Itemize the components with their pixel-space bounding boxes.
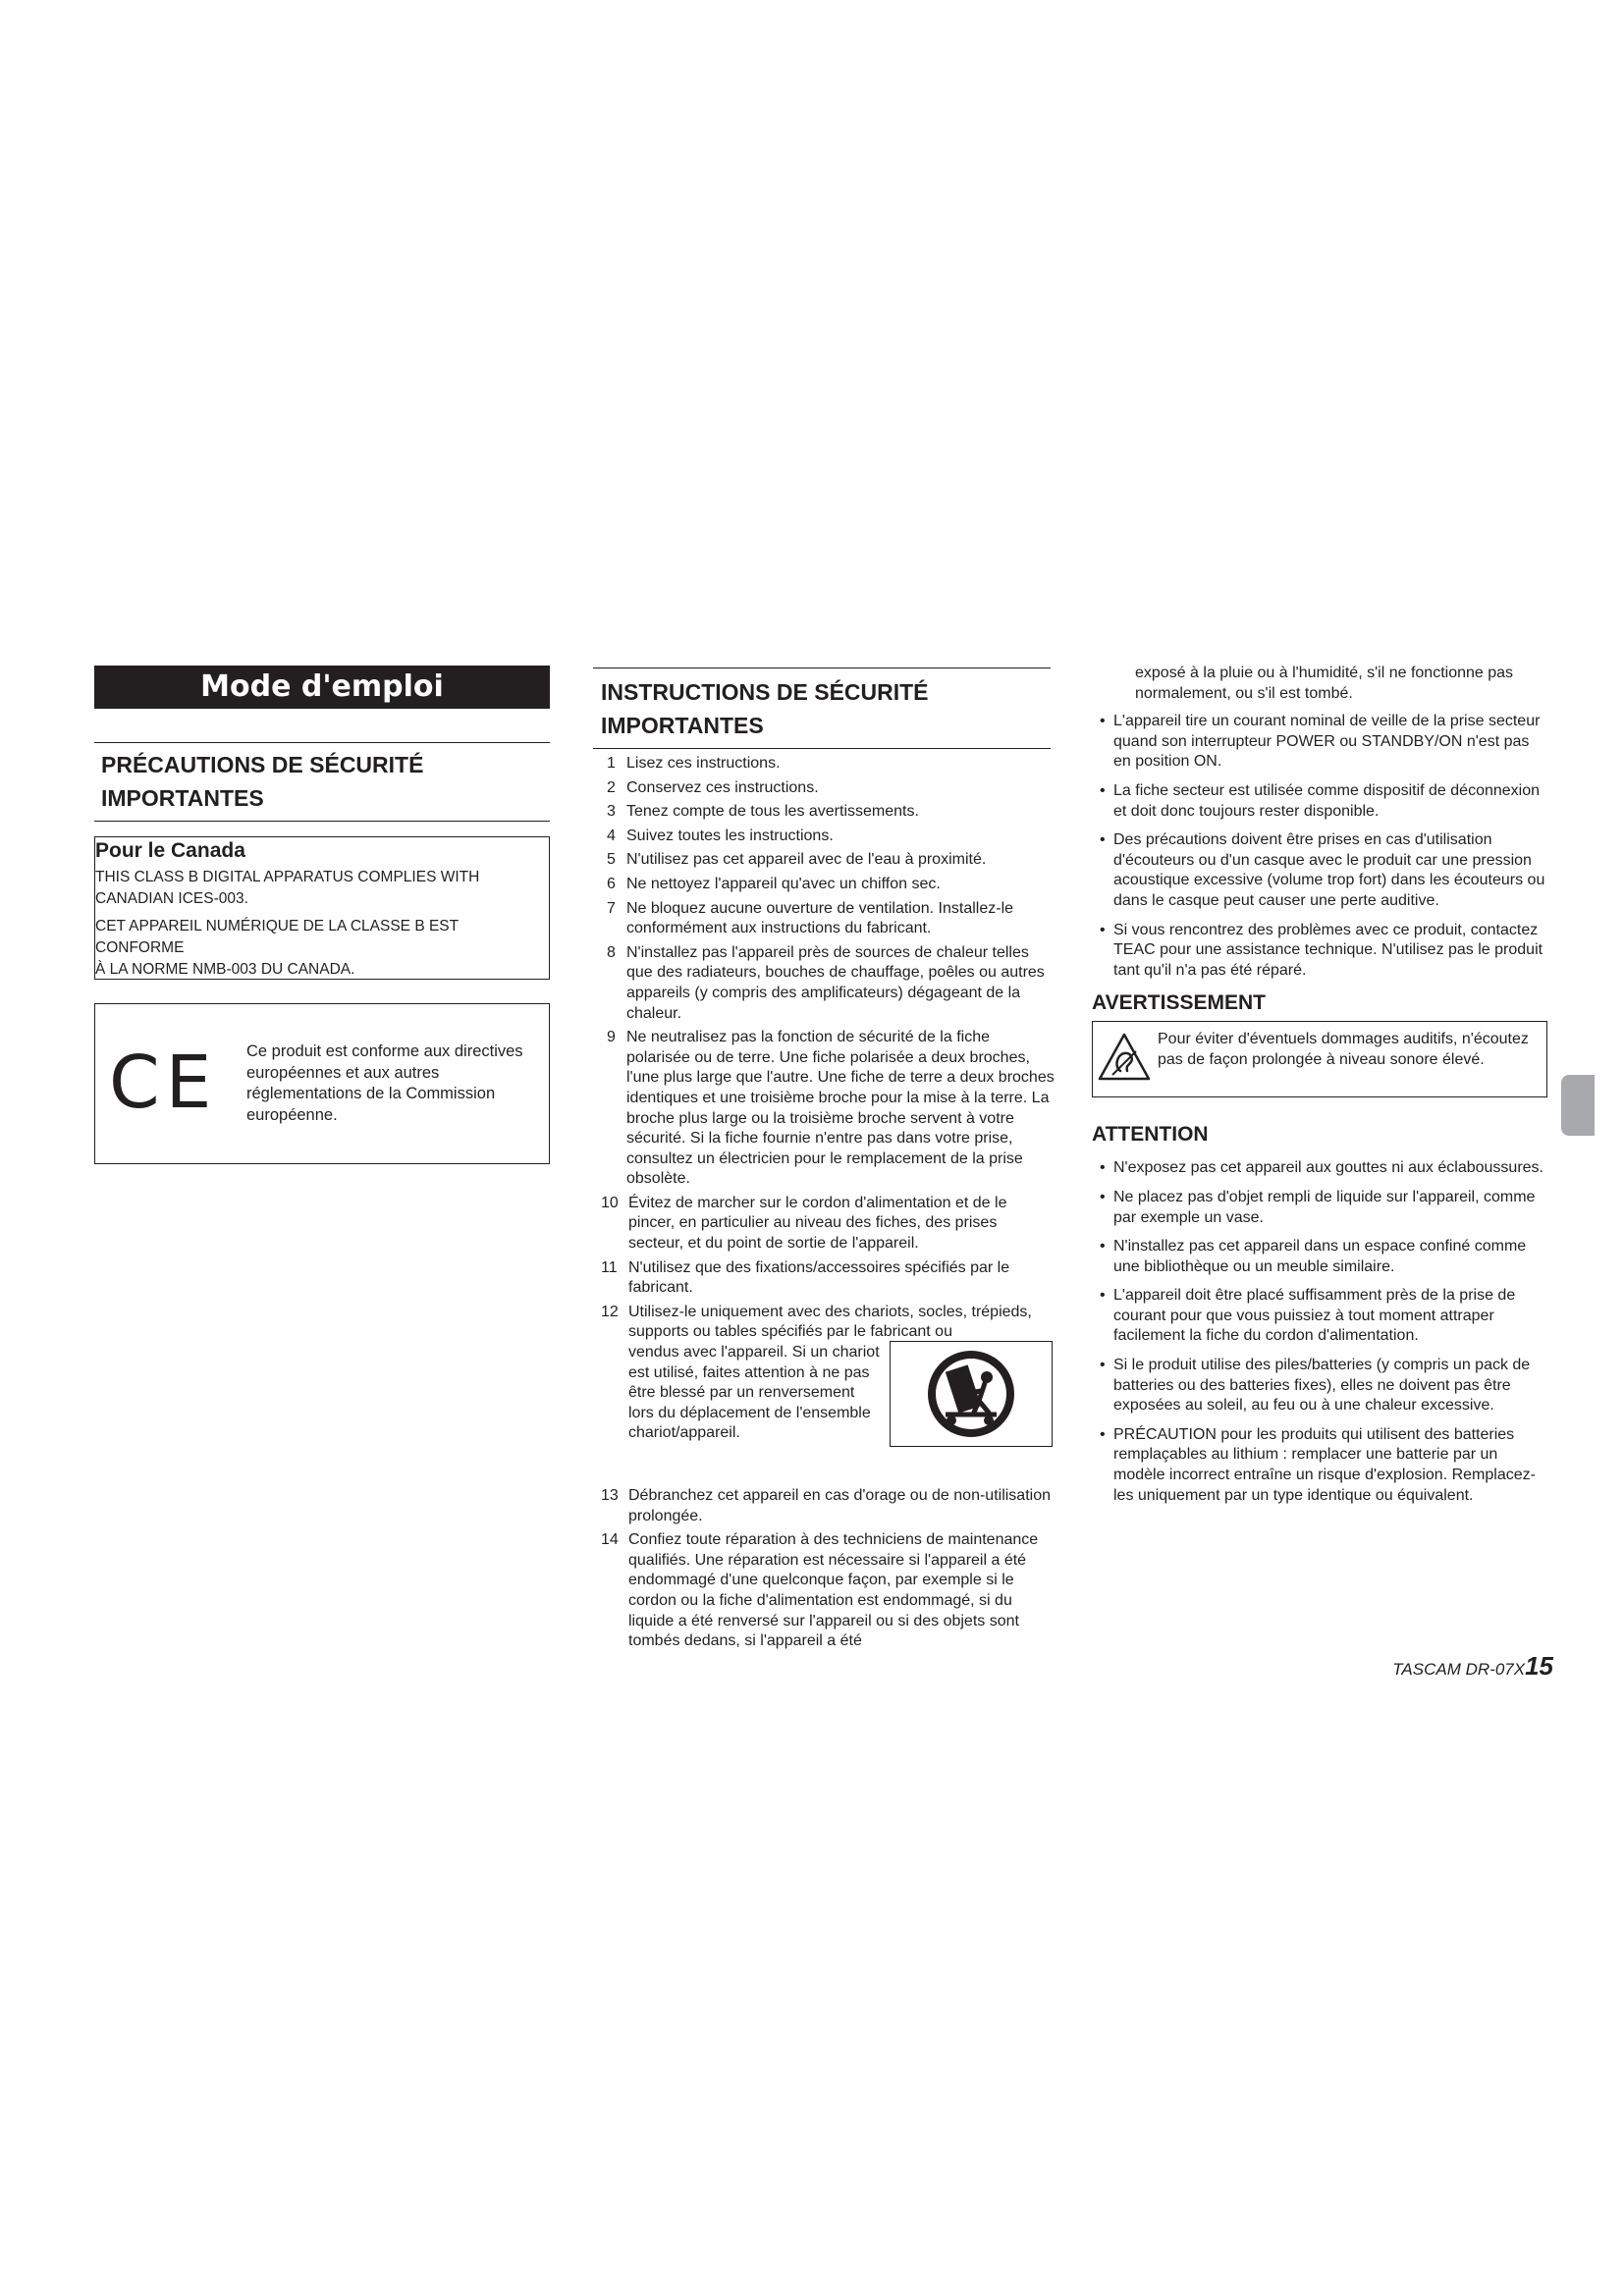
list-item (601, 875, 1055, 895)
item-number: 6 (607, 875, 616, 892)
item-text: Ne nettoyez l'appareil qu'avec un chiffon sec. (626, 875, 941, 892)
item-number: 2 (607, 778, 616, 796)
bullet-text: Ne placez pas d'objet rempli de liquide sur l'appareil, comme par exemple un vase. (1113, 1188, 1536, 1226)
bullet: • (1100, 1159, 1106, 1177)
item-text: N'installez pas l'appareil près de sources de chaleur telles que des radiateurs, bouches de chauffage, poêles ou autres appareils (y compris des amplificateurs) dégageant de la chaleur. (626, 943, 1045, 1022)
bullet-text: Si vous rencontrez des problèmes avec ce produit, contactez TEAC pour une assistance technique. N'utilisez pas le produit tant qu'il n'a pas été réparé. (1113, 921, 1543, 979)
bullet: • (1100, 1287, 1106, 1305)
list-item (601, 850, 1055, 871)
left-heading-line1: PRÉCAUTIONS DE SÉCURITÉ (101, 752, 424, 777)
item-number: 13 (601, 1487, 619, 1505)
avertissement-heading: AVERTISSEMENT (1092, 991, 1266, 1015)
middle-heading-line2: IMPORTANTES (601, 713, 764, 738)
safety-instructions-list (601, 754, 1055, 1656)
list-item (1100, 1425, 1549, 1506)
cart-warning-box (890, 1341, 1053, 1447)
ce-mark: CE (109, 1041, 218, 1125)
bullet: • (1100, 1238, 1106, 1255)
bullet: • (1100, 1425, 1106, 1443)
list-item (601, 1194, 1055, 1255)
list-item (601, 1530, 1055, 1652)
bullet: • (1100, 1357, 1106, 1374)
item-text: Utilisez-le uniquement avec des chariots, socles, trépieds, supports ou tables spécifiés par le fabricant ou (628, 1303, 1032, 1341)
list-item (1100, 1286, 1549, 1347)
divider (94, 742, 550, 743)
canada-title: Pour le Canada (95, 839, 245, 862)
item-text: Conservez ces instructions. (626, 778, 819, 796)
divider (94, 821, 550, 822)
item-number: 12 (601, 1303, 619, 1320)
item-text: Lisez ces instructions. (626, 755, 781, 772)
canada-notice-box (94, 836, 550, 980)
list-item (1100, 781, 1549, 822)
list-item (601, 754, 1055, 774)
item-number: 7 (607, 899, 616, 917)
divider (593, 748, 1051, 749)
list-item (1100, 921, 1549, 982)
list-item (601, 899, 1055, 939)
ce-text: Ce produit est conforme aux directives européennes et aux autres réglementations de la Commission européenne. (246, 1042, 523, 1124)
list-item (601, 1258, 1055, 1299)
footer-brand: TASCAM (1392, 1660, 1461, 1679)
page-footer (1392, 1651, 1553, 1682)
item-text: Ne neutralisez pas la fonction de sécurité de la fiche polarisée ou de terre. Une fiche polarisée a deux broches, l'une plus large que l'autre. Une fiche de terre a deux broches identiques et une troisième broche pour la mise à la terre. La broche plus large ou la troisième broche servent à votre sécurité. Si la fiche fournie n'entre pas dans votre prise, consultez un électricien pour le remplacement de la prise obsolète. (626, 1029, 1055, 1188)
list-item (1100, 1356, 1549, 1416)
item-text: Évitez de marcher sur le cordon d'alimentation et de le pincer, en particulier au niveau des fiches, des prises secteur, et du point de sortie de l'appareil. (628, 1194, 1007, 1253)
bullet-text: PRÉCAUTION pour les produits qui utilisent des batteries remplaçables au lithium : remplacer une batterie par un modèle incorrect entraîne un risque d'explosion. Remplacez-les uniquement par un type identique ou équivalent. (1113, 1425, 1536, 1504)
footer-model: DR-07X (1465, 1660, 1526, 1679)
item-text: Confiez toute réparation à des techniciens de maintenance qualifiés. Une réparation est nécessaire si l'appareil a été endommagé d'une quelconque façon, par exemple si le cordon ou la fiche d'alimentation est endommagé, si du liquide a été renversé sur l'appareil ou si des objets sont tombés dedans, si l'appareil a été (628, 1531, 1039, 1650)
list-item (601, 1486, 1055, 1526)
item-number: 9 (607, 1029, 616, 1046)
item-text-continued: vendus avec l'appareil. Si un chariot est utilisé, faites attention à ne pas être blessé par un renversement lors du déplacement de l'ensemble chariot/appareil. (628, 1344, 880, 1442)
item-number: 3 (607, 803, 616, 821)
bullet: • (1100, 921, 1106, 938)
list-item (601, 802, 1055, 823)
item-number: 5 (607, 851, 616, 869)
hearing-warning-icon (1097, 1032, 1152, 1083)
bullet-text: L'appareil tire un courant nominal de veille de la prise secteur quand son interrupteur POWER ou STANDBY/ON n'est pas en position ON. (1113, 713, 1541, 771)
item-number: 8 (607, 943, 616, 961)
list-item (601, 943, 1055, 1024)
middle-heading-line1: INSTRUCTIONS DE SÉCURITÉ (601, 679, 929, 705)
item12-body (628, 1343, 1055, 1482)
bullet-text: Si le produit utilise des piles/batteries (y compris un pack de batteries ou des batteries fixes), elles ne doivent pas être exposées au soleil, au feu ou à une chaleur excessive. (1113, 1357, 1531, 1415)
list-item (1100, 830, 1549, 911)
page-number: 15 (1525, 1651, 1553, 1681)
list-item (1100, 1188, 1549, 1228)
bullet-text: Des précautions doivent être prises en cas d'utilisation d'écouteurs ou d'un casque avec le produit car une pression acoustique excessive (volume trop fort) dans les écouteurs ou dans le casque peut causer une perte auditive. (1113, 831, 1545, 909)
item-number: 10 (601, 1194, 619, 1211)
item-text: Tenez compte de tous les avertissements. (626, 803, 919, 821)
item-number: 14 (601, 1531, 619, 1549)
list-item (1100, 1158, 1549, 1179)
canada-text (95, 867, 547, 981)
right-column (1092, 664, 1549, 1515)
canada-line-3: CET APPAREIL NUMÉRIQUE DE LA CLASSE B EST CONFORME (95, 918, 459, 956)
left-heading (101, 748, 423, 815)
item-text: Débranchez cet appareil en cas d'orage ou de non-utilisation prolongée. (628, 1487, 1051, 1524)
list-item (601, 1303, 1055, 1482)
bullet-text: La fiche secteur est utilisée comme dispositif de déconnexion et doit donc toujours rester disponible. (1113, 781, 1541, 820)
item-text: N'utilisez que des fixations/accessoires spécifiés par le fabricant. (628, 1258, 1010, 1297)
divider (593, 667, 1051, 668)
list-item (601, 827, 1055, 847)
section-banner: Mode d'emploi (94, 666, 550, 709)
list-item (601, 778, 1055, 799)
middle-heading (601, 675, 929, 742)
canada-line-2: CANADIAN ICES-003. (95, 890, 248, 907)
bullet: • (1100, 781, 1106, 799)
list-item (601, 1028, 1055, 1190)
item-number: 11 (601, 1258, 618, 1276)
item-number: 4 (607, 827, 616, 844)
list-item (1100, 1237, 1549, 1277)
cart-tip-over-icon (891, 1342, 1052, 1446)
canada-line-4: À LA NORME NMB-003 DU CANADA. (95, 961, 355, 978)
ce-notice-box (94, 1003, 550, 1164)
hearing-warning-text: Pour éviter d'éventuels dommages auditifs, n'écoutez pas de façon prolongée à niveau sonore élevé. (1158, 1031, 1529, 1068)
bullet: • (1100, 713, 1106, 730)
bullet: • (1100, 1188, 1106, 1205)
item-text: Ne bloquez aucune ouverture de ventilation. Installez-le conformément aux instructions du fabricant. (626, 899, 1014, 937)
item-text: Suivez toutes les instructions. (626, 827, 834, 844)
bullet: • (1100, 831, 1106, 849)
left-heading-line2: IMPORTANTES (101, 785, 264, 811)
bullet-text: N'exposez pas cet appareil aux gouttes ni aux éclaboussures. (1113, 1159, 1543, 1177)
hearing-warning-box (1092, 1021, 1547, 1097)
list-item (1100, 712, 1549, 773)
item-number: 1 (607, 755, 616, 772)
attention-heading: ATTENTION (1092, 1123, 1209, 1147)
canada-line-1: THIS CLASS B DIGITAL APPARATUS COMPLIES WITH (95, 869, 480, 885)
item-text: N'utilisez pas cet appareil avec de l'eau à proximité. (626, 851, 987, 869)
bullet-text: N'installez pas cet appareil dans un espace confiné comme une bibliothèque ou un meuble similaire. (1113, 1238, 1527, 1275)
continued-text: exposé à la pluie ou à l'humidité, s'il ne fonctionne pas normalement, ou s'il est tombé. (1135, 665, 1514, 702)
bullet-text: L'appareil doit être placé suffisamment près de la prise de courant pour que vous puissiez à tout moment attraper facilement la fiche du cordon d'alimentation. (1113, 1287, 1516, 1345)
page-edge-tab (1561, 1075, 1595, 1136)
